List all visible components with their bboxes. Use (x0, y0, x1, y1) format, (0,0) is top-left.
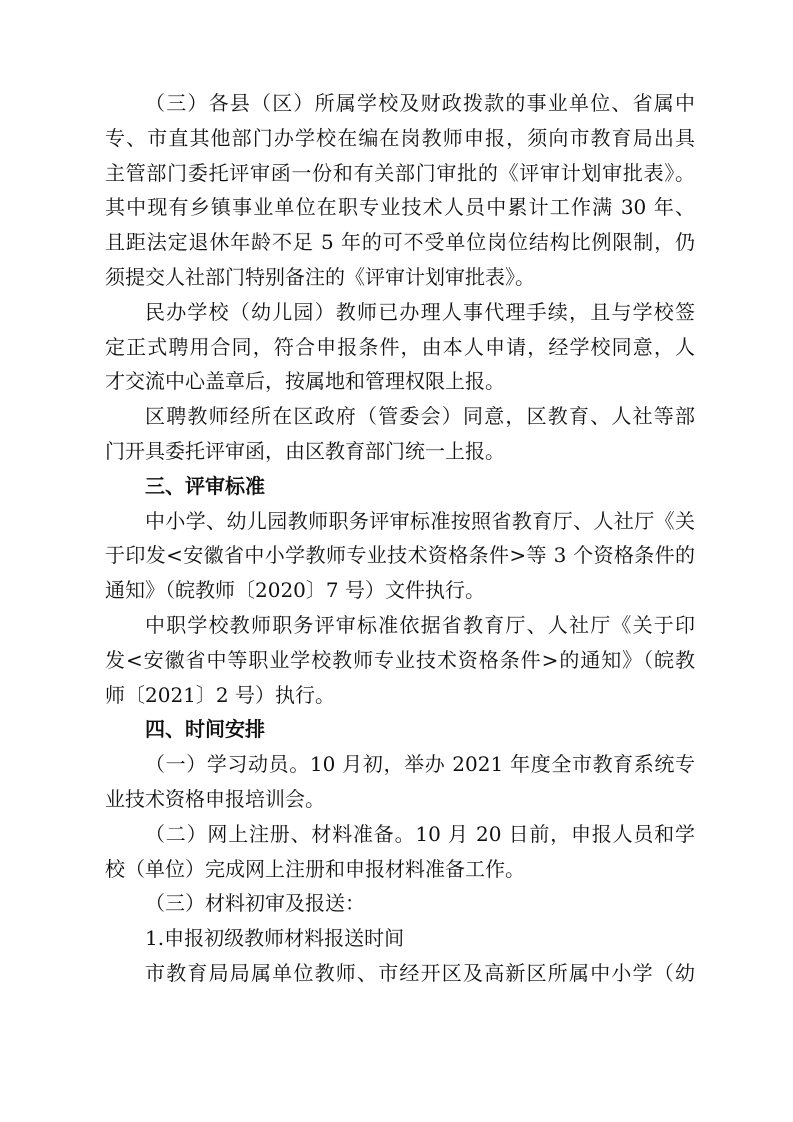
section-heading: 四、时间安排 (145, 717, 265, 742)
text-line: 1.申报初级教师材料报送时间 (145, 926, 405, 951)
text-line: （一）学习动员。10 月初，举办 2021 年度全市教育系统专 (145, 752, 695, 777)
text-line: 民办学校（幼儿园）教师已办理人事代理手续，且与学校签 (145, 299, 695, 324)
text-line: 师〔2021〕2 号）执行。 (105, 682, 335, 707)
section-heading: 三、评审标准 (145, 473, 265, 498)
text-line: 须提交人社部门特别备注的《评审计划审批表》。 (105, 264, 535, 289)
text-line: 于印发<安徽省中小学教师专业技术资格条件>等 3 个资格条件的 (105, 543, 695, 568)
text-line: 定正式聘用合同，符合申报条件，由本人申请，经学校同意，人 (105, 334, 695, 359)
text-line: 发<安徽省中等职业学校教师专业技术资格条件>的通知》（皖教 (105, 647, 695, 672)
text-line: 区聘教师经所在区政府（管委会）同意，区教育、人社等部 (145, 404, 695, 429)
text-line: 门开具委托评审函，由区教育部门统一上报。 (105, 438, 505, 463)
text-line: 中职学校教师职务评审标准依据省教育厅、人社厅《关于印 (145, 612, 695, 637)
text-line: 市教育局局属单位教师、市经开区及高新区所属中小学（幼 (145, 960, 695, 985)
text-line: 专、市直其他部门办学校在编在岗教师申报，须向市教育局出具 (105, 125, 695, 150)
text-line: 通知》（皖教师〔2020〕7 号）文件执行。 (105, 578, 485, 603)
text-line: （三）材料初审及报送： (145, 891, 365, 916)
text-line: 主管部门委托评审函一份和有关部门审批的《评审计划审批表》。 (105, 160, 695, 185)
text-line: （三）各县（区）所属学校及财政拨款的事业单位、省属中 (145, 91, 695, 115)
document-body (105, 86, 695, 991)
text-line: 其中现有乡镇事业单位在职专业技术人员中累计工作满 30 年、 (105, 195, 695, 220)
text-line: 且距法定退休年龄不足 5 年的可不受单位岗位结构比例限制，仍 (105, 230, 695, 255)
text-line: 业技术资格申报培训会。 (105, 786, 325, 811)
text-line: 中小学、幼儿园教师职务评审标准按照省教育厅、人社厅《关 (145, 508, 695, 533)
text-line: 才交流中心盖章后，按属地和管理权限上报。 (105, 369, 505, 394)
text-line: 校（单位）完成网上注册和申报材料准备工作。 (105, 856, 525, 881)
text-line: （二）网上注册、材料准备。10 月 20 日前，申报人员和学 (145, 821, 695, 846)
